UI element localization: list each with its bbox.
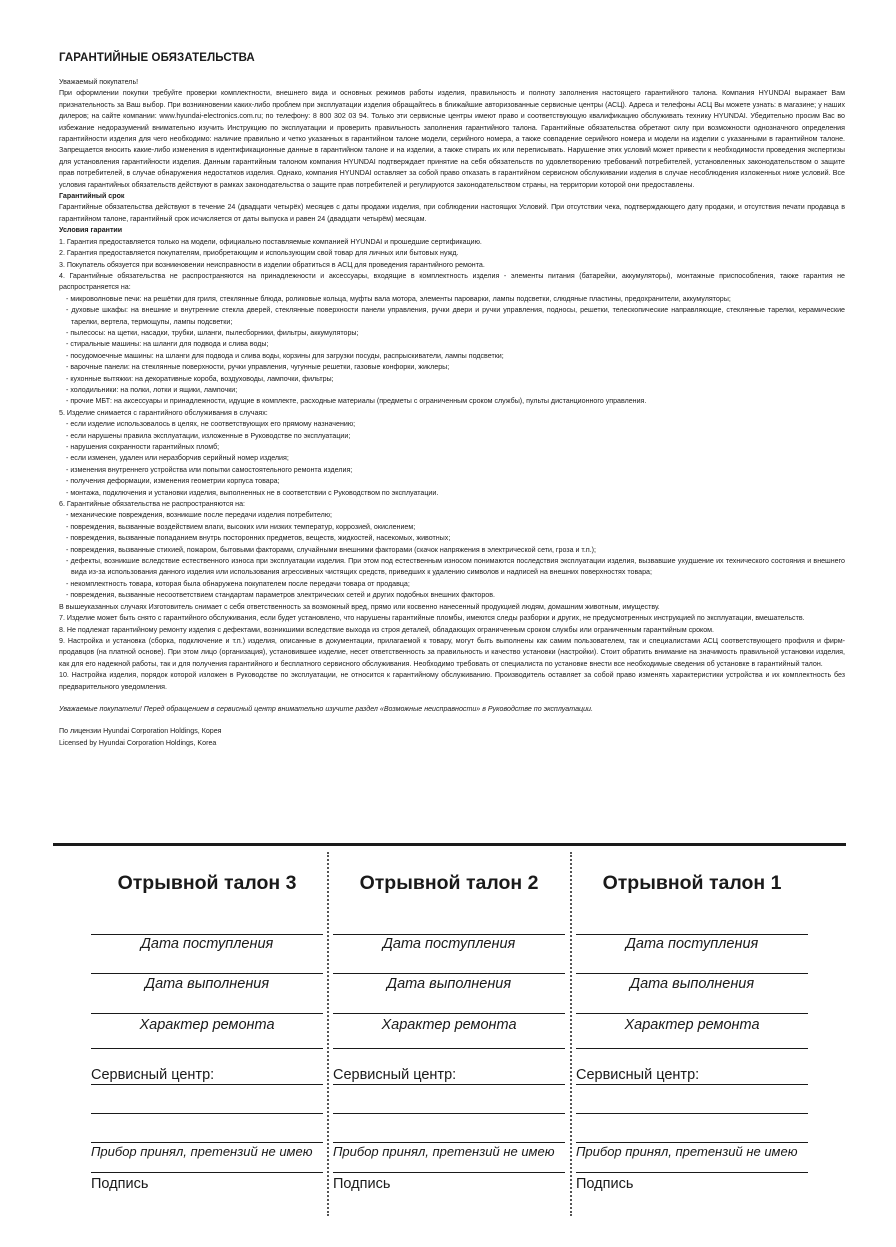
form-line <box>333 934 565 935</box>
non-coverage-list-item: - дефекты, возникшие вследствие естественного износа при эксплуатации изделия. При этом под естественным износом понимаются последствия эксплуатации изделия, вызвавшие ухудшение их технического состояния и внешнего вида из-за использования данного изделия или использования агрессивных чистящих средств, приведших к удалению символов и надписей на внешних поверхностях товара; <box>66 557 845 577</box>
removal-list-item: - нарушения сохранности гарантийных пломб; <box>66 443 220 451</box>
exclusion-list-item: - варочные панели: на стеклянные поверхности, ручки управления, чугунные решетки, газовые конфорки, жиклеры; <box>66 363 450 372</box>
repair-type-label: Характер ремонта <box>624 1017 760 1033</box>
condition-item: 3. Покупатель обязуется при возникновении неисправности в изделии обратиться в АСЦ для проведения гарантийного ремонта. <box>59 260 485 269</box>
date-received-label: Дата поступления <box>140 936 274 952</box>
date-received-label: Дата поступления <box>625 936 759 952</box>
form-line <box>91 1113 323 1114</box>
perforation-line <box>327 852 329 1216</box>
service-note: Уважаемые покупатели! Перед обращением в сервисный центр внимательно изучите раздел «Возможные неисправности» в Руководстве по эксплуатации. <box>59 704 593 713</box>
exclusion-list-item: - стиральные машины: на шланги для подвода и слива воды; <box>66 340 269 349</box>
warranty-document <box>59 52 845 749</box>
non-coverage-list-item: - повреждения, вызванные воздействием влаги, высоких или низких температур, коррозией, окислением; <box>66 522 416 531</box>
form-line <box>576 1142 808 1143</box>
removal-list-item: - монтажа, подключения и установки изделия, выполненных не в соответствии с Руководством по эксплуатации. <box>66 488 439 497</box>
exclusion-list-item: - холодильники: на полки, лотки и ящики, лампочки; <box>66 385 238 394</box>
form-line <box>576 1084 808 1085</box>
tear-off-coupon-1 <box>576 846 808 1218</box>
form-line <box>333 1172 565 1173</box>
condition-item: 9. Настройка и установка (сборка, подключение и т.п.) изделия, описанные в документации, прилагаемой к товару, могут быть выполнены как самим пользователем, так и специалистами АСЦ соответствующего профиля и фирм-продавцов (на платной основе). При этом лицо (организация), установившее изделие, несет ответственность за правильность и качество установки (настройки). Стоит обратить внимание на значимость правильной установки изделия, как для его надежной работы, так и для получения гарантийного и бесплатного сервисного обслуживания. Необходимо требовать от специалиста по установке внести все необходимые сведения об установке в гарантийный талон. <box>59 636 845 668</box>
form-line <box>333 1113 565 1114</box>
service-center-label: Сервисный центр: <box>91 1067 215 1083</box>
form-line <box>333 1048 565 1049</box>
form-line <box>576 973 808 974</box>
form-line <box>91 1048 323 1049</box>
greeting: Уважаемый покупатель! <box>59 78 139 86</box>
license-en: Licensed by Hyundai Corporation Holdings, Korea <box>59 738 217 747</box>
signature-label: Подпись <box>91 1176 149 1192</box>
form-line <box>576 1048 808 1049</box>
exclusion-list-item: - пылесосы: на щетки, насадки, трубки, шланги, пылесборники, фильтры, аккумуляторы; <box>66 328 359 337</box>
form-line <box>333 1013 565 1014</box>
warranty-term-heading: Гарантийный срок <box>59 192 125 201</box>
date-completed-label: Дата выполнения <box>144 976 270 992</box>
device-accepted-label: Прибор принял, претензий не имею <box>91 1144 313 1159</box>
coupon-title: Отрывной талон 2 <box>359 872 539 894</box>
service-center-label: Сервисный центр: <box>576 1067 700 1083</box>
form-line <box>333 1084 565 1085</box>
removal-list-item: - если изделие использовалось в целях, не соответствующих его прямому назначению; <box>66 420 356 429</box>
non-coverage-list-item: - повреждения, вызванные попаданием внутрь посторонних предметов, веществ, жидкостей, насекомых, животных; <box>66 534 451 543</box>
form-line <box>91 973 323 974</box>
coupon-title: Отрывной талон 1 <box>602 872 782 894</box>
device-accepted-label: Прибор принял, претензий не имею <box>576 1144 798 1159</box>
repair-type-label: Характер ремонта <box>139 1017 275 1033</box>
non-coverage-list-item: - повреждения, вызванные несоответствием стандартам параметров электрических сетей и других подобных внешних факторов. <box>66 591 495 600</box>
exclusion-list-item: - кухонные вытяжки: на декоративные короба, воздуховоды, лампочки, фильтры; <box>66 374 334 383</box>
signature-label: Подпись <box>333 1176 391 1192</box>
tear-off-coupon-3 <box>91 846 323 1218</box>
exclusion-list-item: - посудомоечные машины: на шланги для подвода и слива воды, корзины для загрузки посуды, распрыскиватели, лампы подсветки; <box>66 351 504 360</box>
condition-item: 2. Гарантия предоставляется покупателям, приобретающим и использующим свой товар для личных или бытовых нужд. <box>59 249 459 258</box>
form-line <box>91 934 323 935</box>
form-line <box>576 1113 808 1114</box>
removal-list-item: - если изменен, удален или неразборчив серийный номер изделия; <box>66 454 289 463</box>
date-completed-label: Дата выполнения <box>386 976 512 992</box>
document-title: ГАРАНТИЙНЫЕ ОБЯЗАТЕЛЬСТВА <box>59 52 255 64</box>
form-line <box>576 934 808 935</box>
form-line <box>576 1172 808 1173</box>
non-coverage-list-item: - некомплектность товара, которая была обнаружена покупателем после передачи товара от продавца; <box>66 579 410 588</box>
date-completed-label: Дата выполнения <box>629 976 755 992</box>
form-line <box>333 973 565 974</box>
form-line <box>576 1013 808 1014</box>
condition-item: 8. Не подлежат гарантийному ремонту изделия с дефектами, возникшими вследствие выхода из строя деталей, обладающих ограниченным сроком службы или ограниченным гарантийным сроком. <box>59 625 715 634</box>
date-received-label: Дата поступления <box>382 936 516 952</box>
removal-list-item: - если нарушены правила эксплуатации, изложенные в Руководстве по эксплуатации; <box>66 431 351 440</box>
condition-item: В вышеуказанных случаях Изготовитель снимает с себя ответственность за возможный вред, прямо или косвенно нанесенный продукцией людям, домашним животным, имуществу. <box>59 602 660 611</box>
exclusion-list-item: - прочие МБТ: на аксессуары и принадлежности, идущие в комплекте, расходные материалы (предметы с ограниченным сроком службы), пульты дистанционного управления. <box>66 397 647 406</box>
tear-off-coupon-2 <box>333 846 565 1218</box>
form-line <box>333 1142 565 1143</box>
intro-paragraph: При оформлении покупки требуйте проверки комплектности, внешнего вида и основных режимов работы изделия, правильность и полноту заполнения настоящего гарантийного талона. Компания HYUNDAI выражает Вам признательность за Ваш выбор. При возникновении каких-либо проблем при эксплуатации изделия обращайтесь в ближайшие авторизованные сервисные центры (АСЦ). Адреса и телефоны АСЦ Вы можете узнать: в магазине; у наших дилеров; на сайте компании: www.hyundai-electronics.com.ru; по телефону: 8 800 302 03 94. Только эти сервисные центры имеют право и соответствующую квалификацию обслуживать технику HYUNDAI. Убедительно просим Вас во избежание недоразумений внимательно изучить Инструкцию по эксплуатации и проверить правильность заполнения гарантийного талона. Гарантийные обязательства обретают силу при возможности однозначного определения гарантийности изделия для чего необходимо: наличие правильно и четко указанных в гарантийном талоне модели, серийного номера, а также совпадение серийного номера и модели на изделии с указанными в гарантийном талоне. Запрещается вносить какие-либо изменения в идентификационные данные в гарантийном талоне и на изделии, а также стирать их или переписывать. Нарушение этих условий может привести к необходимости проведения экспертизы для установления гарантийности изделия. Данным гарантийным талоном компания HYUNDAI подтверждает принятие на себя обязательств по удовлетворению требований потребителей, установленных законодательством о защите прав потребителей, в случае обнаружения недостатков изделия. Однако, компания HYUNDAI оставляет за собой право отказать в гарантийном сервисном обслуживании изделия в случае несоблюдения изложенных ниже условий. Все условия гарантийных обязательств действуют в рамках законодательства о защите прав потребителей и регулируются законодательством страны, на территории которой они предоставлены. <box>59 89 845 189</box>
removal-list-item: - получения деформации, изменения геометрии корпуса товара; <box>66 477 280 486</box>
condition-item: 10. Настройка изделия, порядок которой изложен в Руководстве по эксплуатации, не относится к гарантийному обслуживанию. Производитель оставляет за собой право изменять характеристики устройства и их комплектность без предварительного уведомления. <box>59 671 845 691</box>
non-coverage-list-item: - повреждения, вызванные стихией, пожаром, бытовыми факторами, случайными внешними факторами (скачок напряжения в электрической сети, гроза и т.п.); <box>66 545 597 554</box>
form-line <box>91 1084 323 1085</box>
conditions-heading: Условия гарантии <box>59 226 123 235</box>
condition-item: 4. Гарантийные обязательства не распространяются на принадлежности и аксессуары, входящие в комплектность изделия - элементы питания (батарейки, аккумуляторы), монтажные приспособления, также гарантия не распространяется на: <box>59 271 845 292</box>
removal-list-item: - изменения внутреннего устройства или попытки самостоятельного ремонта изделия; <box>66 465 353 474</box>
condition-item: 7. Изделие может быть снято с гарантийного обслуживания, если будет установлено, что нарушены гарантийные пломбы, имеются следы разборки и других, не предусмотренных инструкцией по эксплуатации, вмешательств. <box>59 614 805 623</box>
license-ru: По лицензии Hyundai Corporation Holdings, Корея <box>59 727 222 736</box>
form-line <box>91 1013 323 1014</box>
tear-off-coupons <box>53 843 846 1218</box>
repair-type-label: Характер ремонта <box>381 1017 517 1033</box>
service-center-label: Сервисный центр: <box>333 1067 457 1083</box>
perforation-line <box>570 852 572 1216</box>
exclusion-list-item: - духовые шкафы: на внешние и внутренние стекла дверей, стеклянные поверхности панели управления, ручки двери и ручки управления, подносы, решетки, телескопические направляющие, стеклянные тарелки, керамические тарелки, вертела, термощупы, лампы подсветки; <box>66 306 845 326</box>
signature-label: Подпись <box>576 1176 634 1192</box>
device-accepted-label: Прибор принял, претензий не имею <box>333 1144 555 1159</box>
exclusion-list-item: - микроволновые печи: на решётки для гриля, стеклянные блюда, роликовые кольца, муфты вала мотора, элементы пароварки, лампы подсветки, слюдяные пластины, предохранители, аккумуляторы; <box>66 294 731 303</box>
condition-item: 6. Гарантийные обязательства не распространяются на: <box>59 500 246 509</box>
condition-item: 5. Изделие снимается с гарантийного обслуживания в случаях: <box>59 408 268 417</box>
form-line <box>91 1172 323 1173</box>
warranty-term-paragraph: Гарантийные обязательства действуют в течение 24 (двадцати четырёх) месяцев с даты продажи изделия, при соблюдении настоящих Условий. При отсутствии чека, подтверждающего дату продажи, и отсутствия печати продавца в гарантийном талоне, гарантийный срок исчисляется от даты выпуска и равен 24 (двадцати четырём) месяцам. <box>59 203 845 223</box>
form-line <box>91 1142 323 1143</box>
coupon-title: Отрывной талон 3 <box>117 872 297 894</box>
non-coverage-list-item: - механические повреждения, возникшие после передачи изделия потребителю; <box>66 511 332 520</box>
condition-item: 1. Гарантия предоставляется только на модели, официально поставляемые компанией HYUNDAI и прошедшие сертификацию. <box>59 237 482 246</box>
